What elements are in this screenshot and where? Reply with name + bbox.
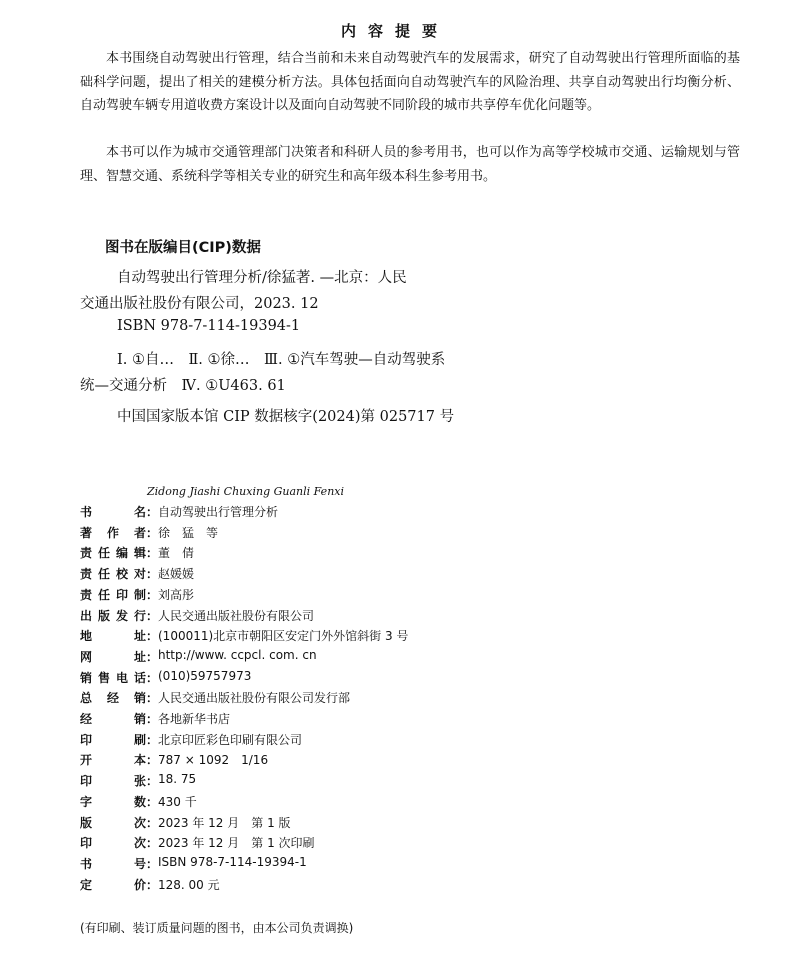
info-value: 自动驾驶出行管理分析: [158, 505, 279, 519]
summary-paragraph-1: 本书围绕自动驾驶出行管理，结合当前和未来自动驾驶汽车的发展需求，研究了自动驾驶出行管理所面临的基础科学问题，提出了相关的建模分析方法。具体包括面向自动驾驶汽车的风险治理、共享自动驾驶出行均衡分析、自动驾驶车辆专用道收费方案设计以及面向自动驾驶不同阶段的城市共享停车优化问题等。: [80, 51, 740, 113]
info-row: [80, 669, 251, 690]
info-separator: ：: [146, 712, 159, 726]
info-key: 开 本: [80, 753, 146, 768]
info-row: [80, 586, 194, 607]
info-separator: ：: [146, 567, 159, 582]
info-row: [80, 607, 314, 628]
info-row: [80, 689, 350, 710]
info-separator: ：: [146, 525, 159, 540]
info-value: 刘高彤: [158, 587, 195, 602]
info-row: [80, 627, 408, 648]
info-key: 地 址: [80, 629, 146, 644]
info-value: 430 千: [158, 794, 197, 809]
info-key: 书 号: [80, 856, 146, 871]
info-key: 经 销: [80, 712, 146, 726]
info-row: [80, 544, 194, 565]
info-separator: ：: [146, 546, 159, 561]
info-separator: ：: [146, 649, 159, 664]
info-key: 著 作 者: [80, 525, 146, 540]
info-value: (100011)北京市朝阳区安定门外外馆斜街 3 号: [158, 629, 409, 644]
info-separator: ：: [146, 691, 159, 706]
info-separator: ：: [146, 856, 159, 871]
cip-line: 统—交通分析 Ⅳ. ①U463. 61: [80, 378, 286, 394]
info-key: 总 经 销: [80, 691, 146, 706]
info-value: 787 × 1092 1/16: [158, 753, 269, 768]
info-value: 人民交通出版社股份有限公司: [158, 608, 315, 623]
info-value: 各地新华书店: [158, 712, 231, 726]
info-key: 印 张: [80, 774, 146, 789]
info-row: [80, 751, 268, 772]
info-separator: ：: [146, 877, 159, 892]
cip-line: 交通出版社股份有限公司，2023. 12: [80, 296, 319, 312]
info-value: 北京印匠彩色印刷有限公司: [158, 732, 303, 747]
info-row: [80, 503, 278, 524]
info-separator: ：: [146, 629, 159, 644]
info-separator: ：: [146, 505, 159, 519]
info-key: 书 名: [80, 505, 146, 519]
info-separator: ：: [146, 774, 159, 789]
info-row: [80, 855, 307, 876]
info-value: 18. 75: [158, 772, 197, 787]
info-value: 2023 年 12 月 第 1 版: [158, 815, 291, 830]
info-value: 赵媛媛: [158, 567, 195, 582]
info-separator: ：: [146, 732, 159, 747]
info-key: 印 刷: [80, 732, 146, 747]
info-key: 网 址: [80, 649, 146, 664]
footer-note: (有印刷、装订质量问题的图书，由本公司负责调换): [80, 921, 354, 935]
info-key: 版 次: [80, 815, 146, 830]
info-key: 销 售 电 话: [80, 670, 146, 685]
info-row: [80, 814, 291, 835]
info-value: http://www. ccpcl. com. cn: [158, 647, 317, 662]
info-key: 定 价: [80, 877, 146, 892]
cip-line: 中国国家版本馆 CIP 数据核字(2024)第 025717 号: [117, 409, 455, 425]
info-row: [80, 731, 302, 752]
info-value: ISBN 978-7-114-19394-1: [158, 854, 307, 869]
info-value: 徐 猛 等: [158, 525, 219, 540]
info-separator: ：: [146, 587, 159, 602]
info-key: 印 次: [80, 836, 146, 851]
info-key: 责 任 校 对: [80, 567, 146, 582]
info-value: (010)59757973: [158, 668, 252, 683]
summary-title: 内容提要: [340, 22, 449, 40]
info-row: [80, 524, 218, 545]
info-separator: ：: [146, 753, 159, 768]
info-row: [80, 710, 230, 731]
info-key: 出 版 发 行: [80, 608, 146, 623]
info-value: 董 倩: [158, 546, 195, 561]
info-separator: ：: [146, 794, 159, 809]
info-key: 责 任 编 辑: [80, 546, 146, 561]
info-separator: ：: [146, 815, 159, 830]
info-row: [80, 565, 194, 586]
info-row: [80, 876, 220, 897]
summary-paragraph-2: 本书可以作为城市交通管理部门决策者和科研人员的参考用书，也可以作为高等学校城市交通、运输规划与管理、智慧交通、系统科学等相关专业的研究生和高年级本科生参考用书。: [80, 145, 740, 184]
info-row: [80, 772, 196, 793]
info-value: 128. 00 元: [158, 877, 220, 892]
info-separator: ：: [146, 670, 159, 685]
info-key: 字 数: [80, 794, 146, 809]
info-value: 2023 年 12 月 第 1 次印刷: [158, 836, 315, 851]
info-key: 责 任 印 制: [80, 587, 146, 602]
info-separator: ：: [146, 608, 159, 623]
info-row: [80, 793, 197, 814]
info-value: 人民交通出版社股份有限公司发行部: [158, 691, 351, 706]
info-separator: ：: [146, 836, 159, 851]
info-row: [80, 834, 315, 855]
cip-line: ISBN 978-7-114-19394-1: [117, 318, 301, 334]
cip-heading: 图书在版编目(CIP)数据: [105, 240, 261, 256]
cip-line: Ⅰ. ①自… Ⅱ. ①徐… Ⅲ. ①汽车驾驶—自动驾驶系: [117, 352, 446, 368]
pinyin-title: Zidong Jiashi Chuxing Guanli Fenxi: [147, 485, 345, 498]
info-row: [80, 648, 317, 669]
cip-line: 自动驾驶出行管理分析/徐猛著. —北京：人民: [117, 270, 407, 286]
